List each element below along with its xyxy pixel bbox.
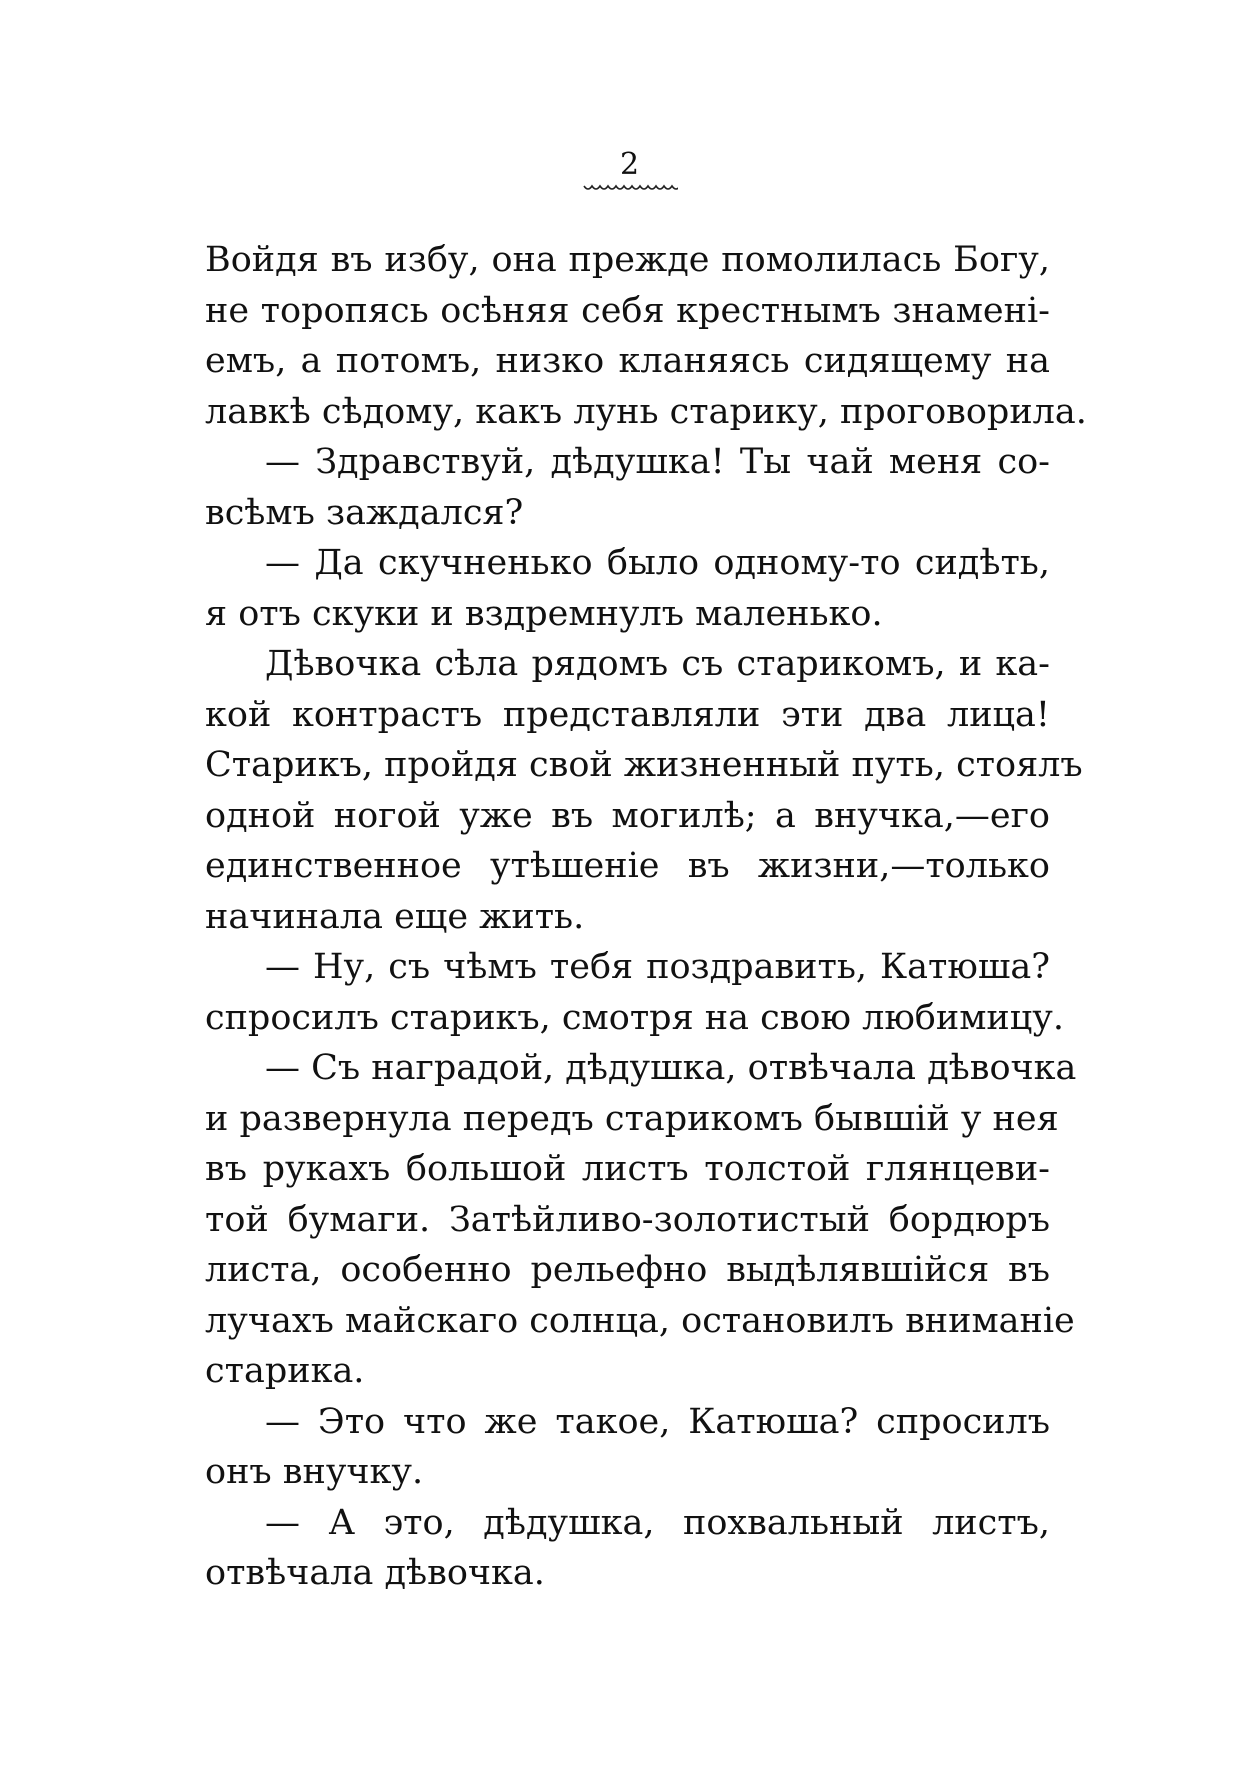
text-line: — Ну, съ чѣмъ тебя поздравить, Катюша? (265, 947, 1050, 987)
text-line: той бумаги. Затѣйливо-золотистый бордюръ (205, 1199, 1050, 1240)
text-line: не торопясь осѣняя себя крестнымъ знамені- (205, 290, 1050, 331)
text-line: — Это что же такое, Катюша? спросилъ (265, 1401, 1050, 1442)
text-line: Войдя въ избу, она прежде помолилась Богу, (205, 240, 1050, 280)
text-line: одной ногой уже въ могилѣ; а внучка,—его (205, 795, 1050, 836)
text-line: емъ, а потомъ, низко кланяясь сидящему на (205, 341, 1050, 381)
text-line: и развернула передъ старикомъ бывшій у нея (205, 1098, 1059, 1139)
text-line: лучахъ майскаго солнца, остановилъ вниманіе (205, 1300, 1075, 1341)
text-line: въ рукахъ большой листъ толстой глянцеви- (205, 1149, 1050, 1189)
wave-ornament-icon (582, 182, 678, 194)
text-line: — Здравствуй, дѣдушка! Ты чай меня со- (265, 442, 1050, 482)
text-line: лавкѣ сѣдому, какъ лунь старику, проговорила. (205, 391, 1087, 432)
text-line: отвѣчала дѣвочка. (205, 1553, 545, 1593)
text-line: спросилъ старикъ, смотря на свою любимицу. (205, 997, 1064, 1038)
text-line: — Да скучненько было одному-то сидѣть, (265, 543, 1050, 583)
text-line: единственное утѣшеніе въ жизни,—только (205, 846, 1050, 886)
text-line: старика. (205, 1351, 365, 1391)
text-line: — Съ наградой, дѣдушка, отвѣчала дѣвочка (265, 1048, 1077, 1088)
text-line: Дѣвочка сѣла рядомъ съ старикомъ, и ка- (265, 644, 1050, 684)
text-line: Старикъ, пройдя свой жизненный путь, стоялъ (205, 745, 1083, 785)
text-line: всѣмъ заждался? (205, 492, 524, 533)
text-line: кой контрастъ представляли эти два лица! (205, 694, 1050, 735)
page-number: 2 (619, 147, 640, 182)
text-line: начинала еще жить. (205, 896, 585, 937)
text-line: онъ внучку. (205, 1452, 424, 1492)
text-line: — А это, дѣдушка, похвальный листъ, (265, 1502, 1050, 1543)
text-line: листа, особенно рельефно выдѣлявшійся въ (205, 1250, 1050, 1290)
page-header (0, 147, 1259, 194)
text-line: я отъ скуки и вздремнулъ маленько. (205, 593, 883, 634)
text-body (205, 235, 1087, 1599)
